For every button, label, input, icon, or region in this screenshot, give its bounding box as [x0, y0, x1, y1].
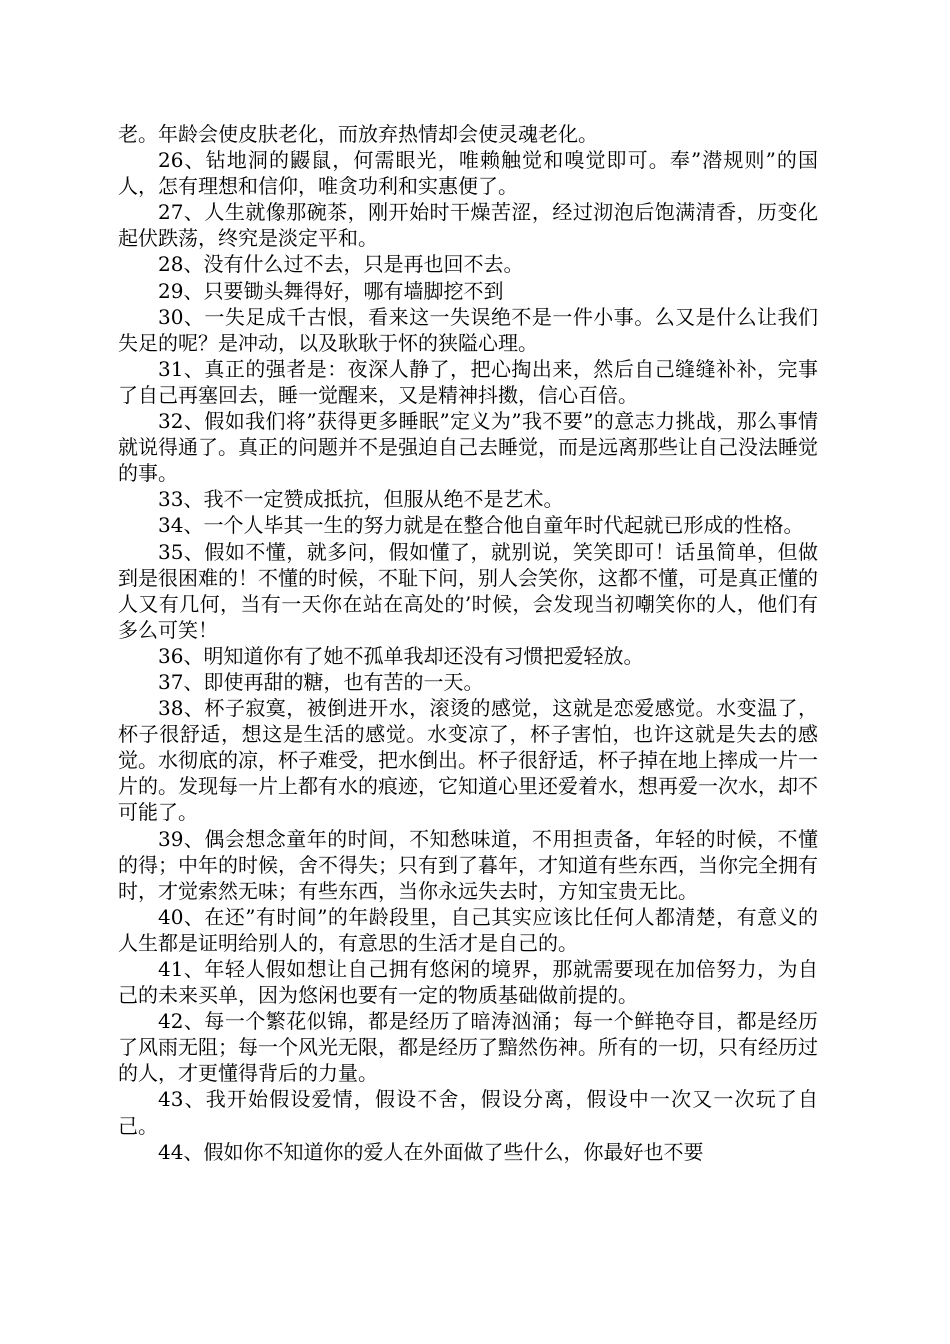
paragraph-32: 32、假如我们将”获得更多睡眠”定义为”我不要”的意志力挑战，那么事情就说得通了。真正的问题并不是强迫自己去睡觉，而是远离那些让自己没法睡觉的事。	[118, 409, 818, 486]
paragraph-29: 29、只要锄头舞得好，哪有墙脚挖不到	[158, 278, 504, 303]
paragraph-34: 34、一个人毕其一生的努力就是在整合他自童年时代起就已形成的性格。	[158, 513, 804, 538]
paragraph-44: 44、假如你不知道你的爱人在外面做了些什么，你最好也不要	[158, 1139, 704, 1164]
paragraph-36: 36、明知道你有了她不孤单我却还没有习惯把爱轻放。	[158, 643, 644, 668]
paragraph-27: 27、人生就像那碗茶，刚开始时干燥苦涩，经过沏泡后饱满清香，历变化起伏跌荡，终究是淡定平和。	[118, 200, 818, 251]
paragraph-41: 41、年轻人假如想让自己拥有悠闲的境界，那就需要现在加倍努力，为自己的未来买单，因为悠闲也要有一定的物质基础做前提的。	[118, 957, 818, 1008]
paragraph-35: 35、假如不懂，就多问，假如懂了，就别说，笑笑即可！话虽简单，但做到是很困难的！不懂的时候，不耻下问，别人会笑你，这都不懂，可是真正懂的人又有几何，当有一天你在站在高处的’时候，会发现当初嘲笑你的人，他们有多么可笑！	[118, 539, 818, 642]
document-body	[118, 121, 818, 1165]
paragraph-continuation: 老。年龄会使皮肤老化，而放弃热情却会使灵魂老化。	[118, 122, 598, 146]
paragraph-28: 28、没有什么过不去，只是再也回不去。	[158, 252, 524, 277]
paragraph-38: 38、杯子寂寞，被倒进开水，滚烫的感觉，这就是恋爱感觉。水变温了，杯子很舒适，想这是生活的感觉。水变凉了，杯子害怕，也许这就是失去的感觉。水彻底的凉，杯子难受，把水倒出。杯子很舒适，杯子掉在地上摔成一片一片的。发现每一片上都有水的痕迹，它知道心里还爱着水，想再爱一次水，却不可能了。	[118, 696, 818, 825]
paragraph-31: 31、真正的强者是：夜深人静了，把心掏出来，然后自己缝缝补补，完事了自己再塞回去，睡一觉醒来，又是精神抖擞，信心百倍。	[118, 356, 818, 407]
paragraph-43: 43、我开始假设爱情，假设不舍，假设分离，假设中一次又一次玩了自己。	[118, 1087, 818, 1138]
paragraph-39: 39、偶会想念童年的时间，不知愁味道，不用担责备，年轻的时候，不懂的得；中年的时候，舍不得失；只有到了暮年，才知道有些东西，当你完全拥有时，才觉索然无味；有些东西，当你永远失去时，方知宝贵无比。	[118, 826, 818, 903]
paragraph-30: 30、一失足成千古恨，看来这一失误绝不是一件小事。么又是什么让我们失足的呢？是冲动，以及耿耿于怀的狭隘心理。	[118, 304, 818, 355]
paragraph-40: 40、在还”有时间”的年龄段里，自己其实应该比任何人都清楚，有意义的人生都是证明给别人的，有意思的生活才是自己的。	[118, 904, 818, 955]
paragraph-33: 33、我不一定赞成抵抗，但服从绝不是艺术。	[158, 487, 564, 512]
paragraph-42: 42、每一个繁花似锦，都是经历了暗涛汹涌；每一个鲜艳夺目，都是经历了风雨无阻；每一个风光无限，都是经历了黯然伤神。所有的一切，只有经历过的人，才更懂得背后的力量。	[118, 1009, 818, 1086]
paragraph-26: 26、钻地洞的鼹鼠，何需眼光，唯赖触觉和嗅觉即可。奉”潜规则”的国人，怎有理想和信仰，唯贪功利和实惠便了。	[118, 148, 818, 199]
paragraph-37: 37、即使再甜的糖，也有苦的一天。	[158, 669, 484, 694]
